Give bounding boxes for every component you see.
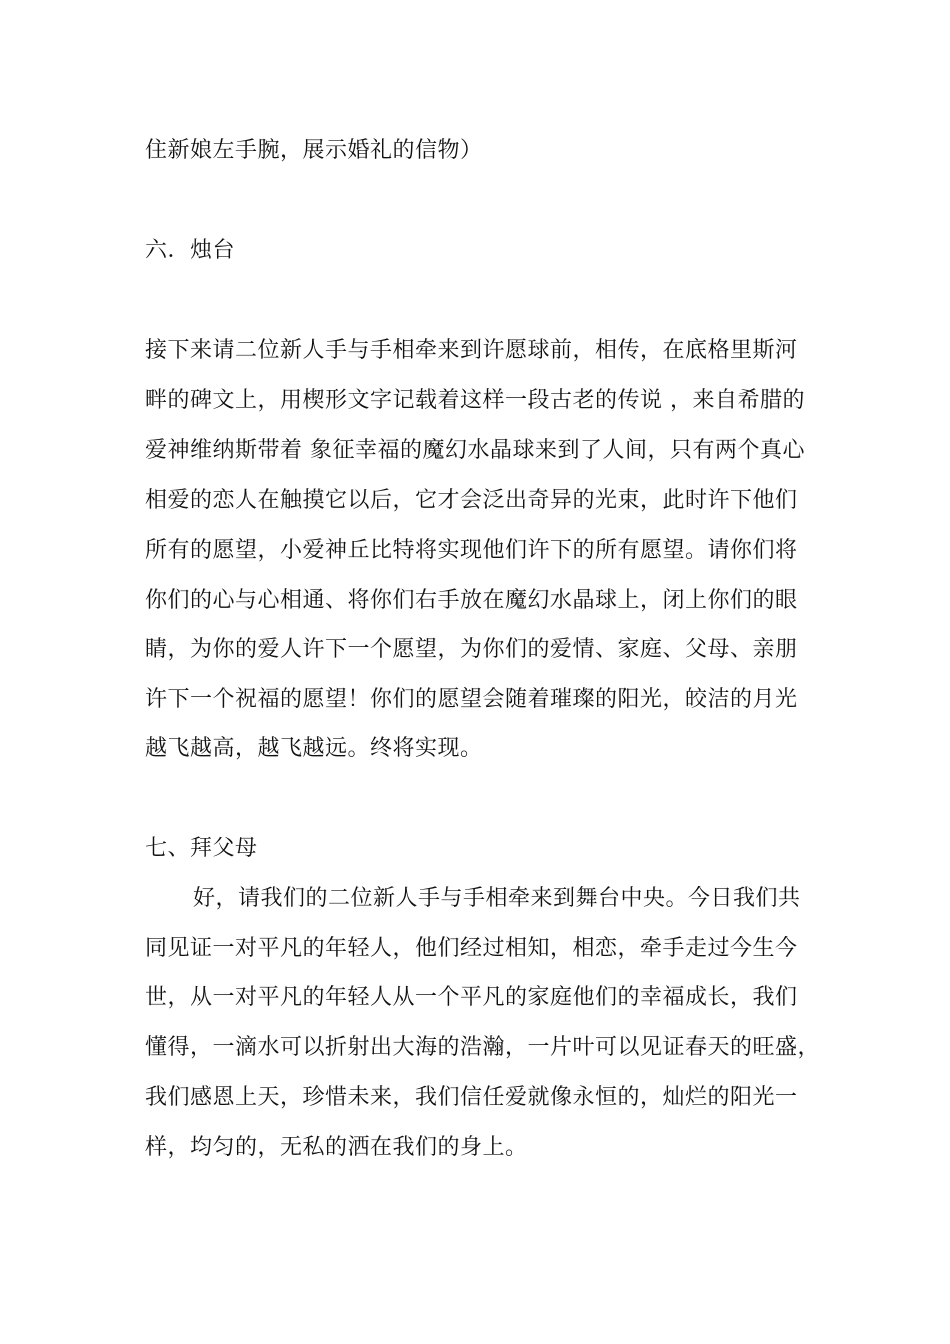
paragraph-line: 所有的愿望，小爱神丘比特将实现他们许下的所有愿望。请你们将: [145, 538, 798, 563]
paragraph-line: 样，均匀的，无私的洒在我们的身上。: [145, 1135, 528, 1160]
paragraph-line: 我们感恩上天，珍惜未来，我们信任爱就像永恒的，灿烂的阳光一: [145, 1085, 798, 1110]
paragraph-line: 畔的碑文上，用楔形文字记载着这样一段古老的传说 ，来自希腊的: [145, 388, 805, 413]
paragraph-line: 世，从一对平凡的年轻人从一个平凡的家庭他们的幸福成长，我们: [145, 985, 798, 1010]
paragraph-line: 越飞越高，越飞越远。终将实现。: [145, 736, 483, 761]
paragraph-line: 接下来请二位新人手与手相牵来到许愿球前，相传，在底格里斯河: [145, 338, 798, 363]
section-heading-bow-to-parents: 七、拜父母: [145, 836, 258, 861]
paragraph-line: 爱神维纳斯带着 象征幸福的魔幻水晶球来到了人间，只有两个真心: [145, 438, 805, 463]
paragraph-line: 同见证一对平凡的年轻人，他们经过相知，相恋，牵手走过今生今: [145, 936, 798, 961]
paragraph-line: 懂得，一滴水可以折射出大海的浩瀚，一片叶可以见证春天的旺盛，: [145, 1035, 821, 1060]
paragraph-line: 好，请我们的二位新人手与手相牵来到舞台中央。今日我们共: [193, 886, 801, 911]
paragraph-line: 睛，为你的爱人许下一个愿望，为你们的爱情、家庭、父母、亲朋: [145, 637, 798, 662]
paragraph-line: 你们的心与心相通、将你们右手放在魔幻水晶球上，闭上你们的眼: [145, 588, 798, 613]
continuation-text: 住新娘左手腕，展示婚礼的信物）: [145, 138, 483, 163]
paragraph-line: 许下一个祝福的愿望！你们的愿望会随着璀璨的阳光，皎洁的月光: [145, 687, 798, 712]
section-heading-candlestick: 六．烛台: [145, 238, 236, 263]
paragraph-line: 相爱的恋人在触摸它以后，它才会泛出奇异的光束，此时许下他们: [145, 488, 798, 513]
